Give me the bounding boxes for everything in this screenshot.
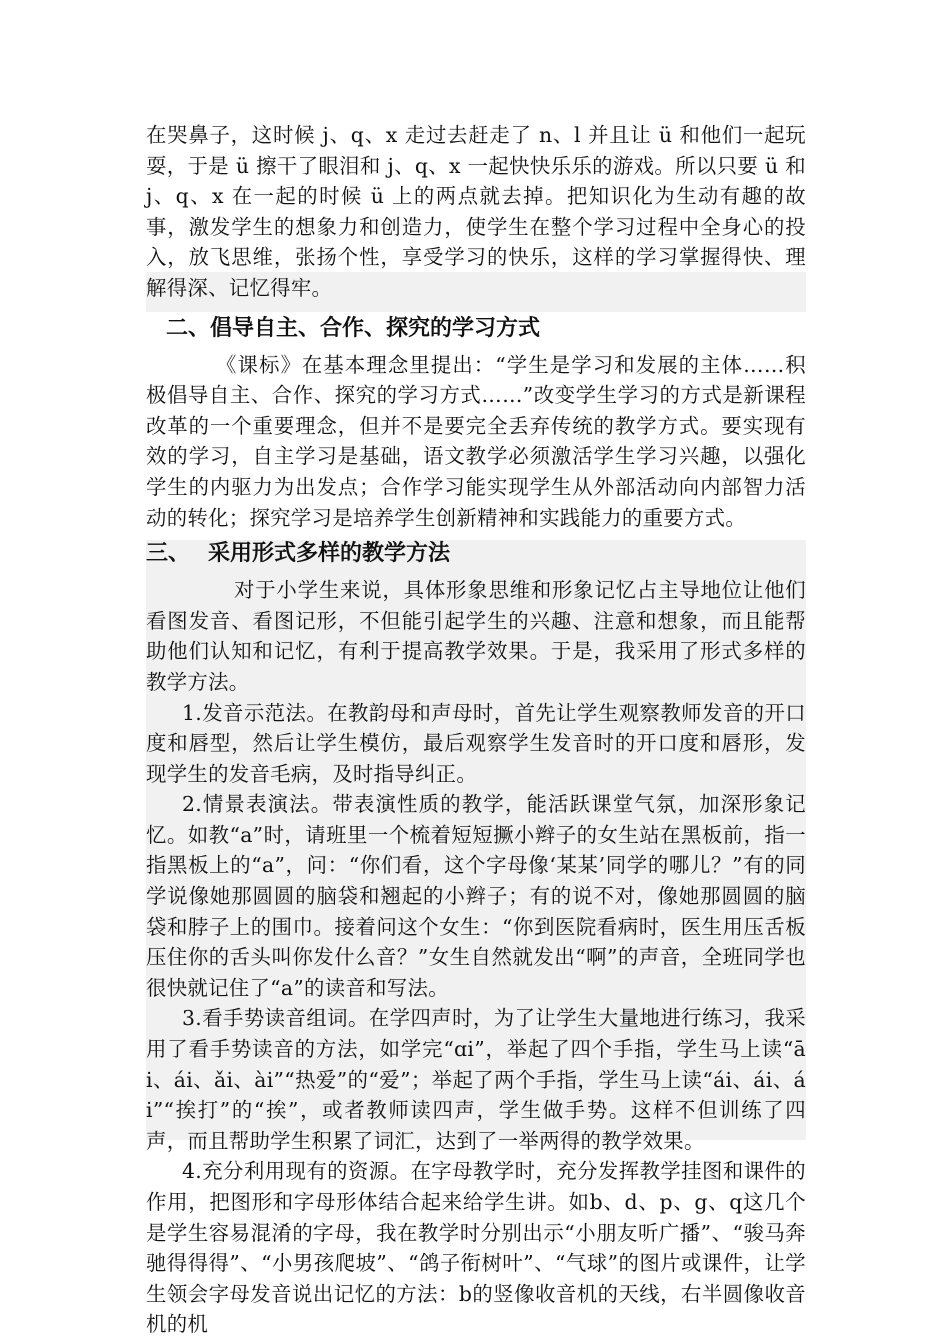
- document-body: [146, 120, 806, 1340]
- paragraph-continuation: 在哭鼻子，这时候 j、q、x 走过去赶走了 n、l 并且让 ü 和他们一起玩耍，于是 ü 擦干了眼泪和 j、q、x 一起快快乐乐的游戏。所以只要 ü 和 j、q、x 在一起的时候 ü 上的两点就去掉。把知识化为生动有趣的故事，激发学生的想象力和创造力，使学生在整个学习过程中全身心的投入，放飞思维，张扬个性，享受学习的快乐，这样的学习掌握得快、理解得深、记忆得牢。: [146, 123, 806, 300]
- heading-number: 三、: [146, 541, 191, 567]
- list-item: 4.充分利用现有的资源。在字母教学时，充分发挥教学挂图和课件的作用，把图形和字母形体结合起来给学生讲。如b、d、p、g、q这几个是学生容易混淆的字母，我在教学时分别出示“小朋友听广播”、“骏马奔驰得得得”、“小男孩爬坡”、“鸽子衔树叶”、“气球”的图片或课件，让学生领会字母发音说出记忆的方法：b的竖像收音机的天线，右半圆像收音机的机: [146, 1159, 806, 1337]
- heading-text: 采用形式多样的教学方法: [208, 541, 451, 567]
- section-heading-2: 二、倡导自主、合作、探究的学习方式: [166, 315, 541, 341]
- list-item: 3.看手势读音组词。在学四声时，为了让学生大量地进行练习，我采用了看手势读音的方法，如学完“ɑi”，举起了四个手指，学生马上读“āi、ái、ǎi、ài”“热爱”的“爱”；举起了两个手指，学生马上读“ái、ái、ái”“挨打”的“挨”，或者教师读四声，学生做手势。这样不但训练了四声，而且帮助学生积累了词汇，达到了一举两得的教学效果。: [146, 1006, 806, 1153]
- list-item: 2.情景表演法。带表演性质的教学，能活跃课堂气氛，加深形象记忆。如教“a”时，请班里一个梳着短短撅小辫子的女生站在黑板前，指一指黑板上的“a”，问：“你们看，这个字母像‘某某’同学的哪儿？”有的同学说像她那圆圆的脑袋和翘起的小辫子；有的说不对，像她那圆圆的脑袋和脖子上的围巾。接着问这个女生：“你到医院看病时，医生用压舌板压住你的舌头叫你发什么音？”女生自然就发出“啊”的声音，全班同学也很快就记住了“a”的读音和写法。: [146, 792, 806, 1000]
- list-item: 1.发音示范法。在教韵母和声母时，首先让学生观察教师发音的开口度和唇型，然后让学生模仿，最后观察学生发音时的开口度和唇形，发现学生的发音毛病，及时指导纠正。: [146, 700, 806, 786]
- section-heading-3: [146, 539, 806, 569]
- paragraph: 《课标》在基本理念里提出：“学生是学习和发展的主体……积极倡导自主、合作、探究的学习方式……”改变学生学习的方式是新课程改革的一个重要理念，但并不是要完全丢弃传统的教学方式。要实现有效的学习，自主学习是基础，语文教学必须激活学生学习兴趣，以强化学生的内驱力为出发点；合作学习能实现学生从外部活动向内部智力活动的转化；探究学习是培养学生创新精神和实践能力的重要方式。: [146, 352, 806, 530]
- paragraph: 对于小学生来说，具体形象思维和形象记忆占主导地位让他们看图发音、看图记形，不但能引起学生的兴趣、注意和想象，而且能帮助他们认知和记忆，有利于提高教学效果。于是，我采用了形式多样的教学方法。: [146, 578, 806, 694]
